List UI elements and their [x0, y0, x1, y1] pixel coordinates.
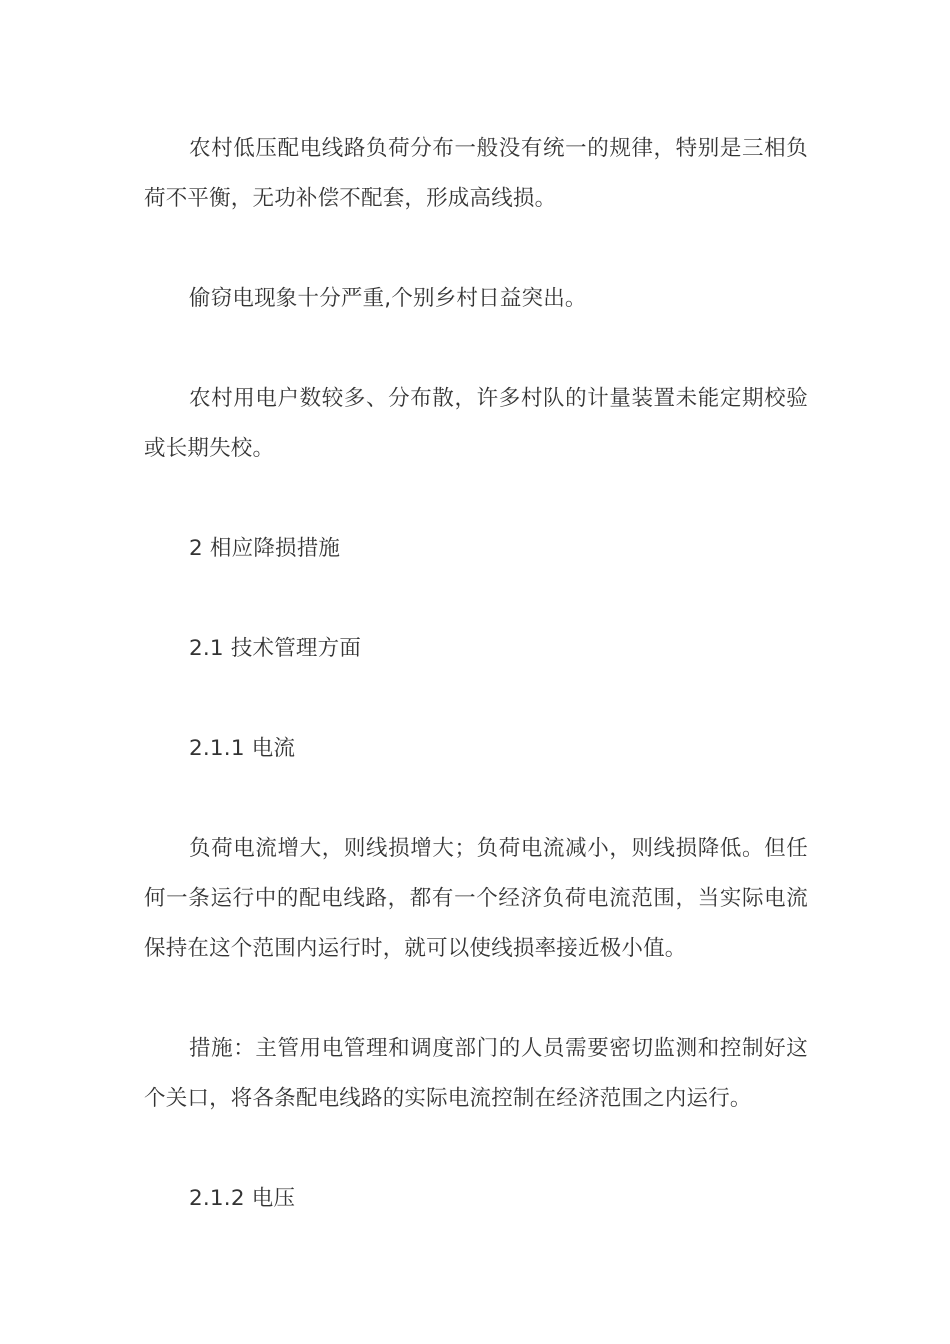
paragraph-load-imbalance: 农村低压配电线路负荷分布一般没有统一的规律，特别是三相负荷不平衡，无功补偿不配套，形成高线损。	[144, 136, 808, 211]
paragraph-measures: 措施：主管用电管理和调度部门的人员需要密切监测和控制好这个关口，将各条配电线路的实际电流控制在经济范围之内运行。	[144, 1036, 808, 1111]
paragraph-metering: 农村用电户数较多、分布散，许多村队的计量装置未能定期校验或长期失校。	[144, 386, 808, 461]
section-heading-2: 2 相应降损措施	[189, 536, 341, 561]
section-heading-2-1-2: 2.1.2 电压	[189, 1186, 296, 1211]
document-body	[144, 124, 808, 1274]
section-heading-2-1: 2.1 技术管理方面	[189, 636, 362, 661]
paragraph-load-current: 负荷电流增大，则线损增大；负荷电流减小，则线损降低。但任何一条运行中的配电线路，都有一个经济负荷电流范围，当实际电流保持在这个范围内运行时，就可以使线损率接近极小值。	[144, 836, 808, 961]
section-heading-2-1-1: 2.1.1 电流	[189, 736, 296, 761]
paragraph-electricity-theft: 偷窃电现象十分严重,个别乡村日益突出。	[189, 286, 587, 311]
